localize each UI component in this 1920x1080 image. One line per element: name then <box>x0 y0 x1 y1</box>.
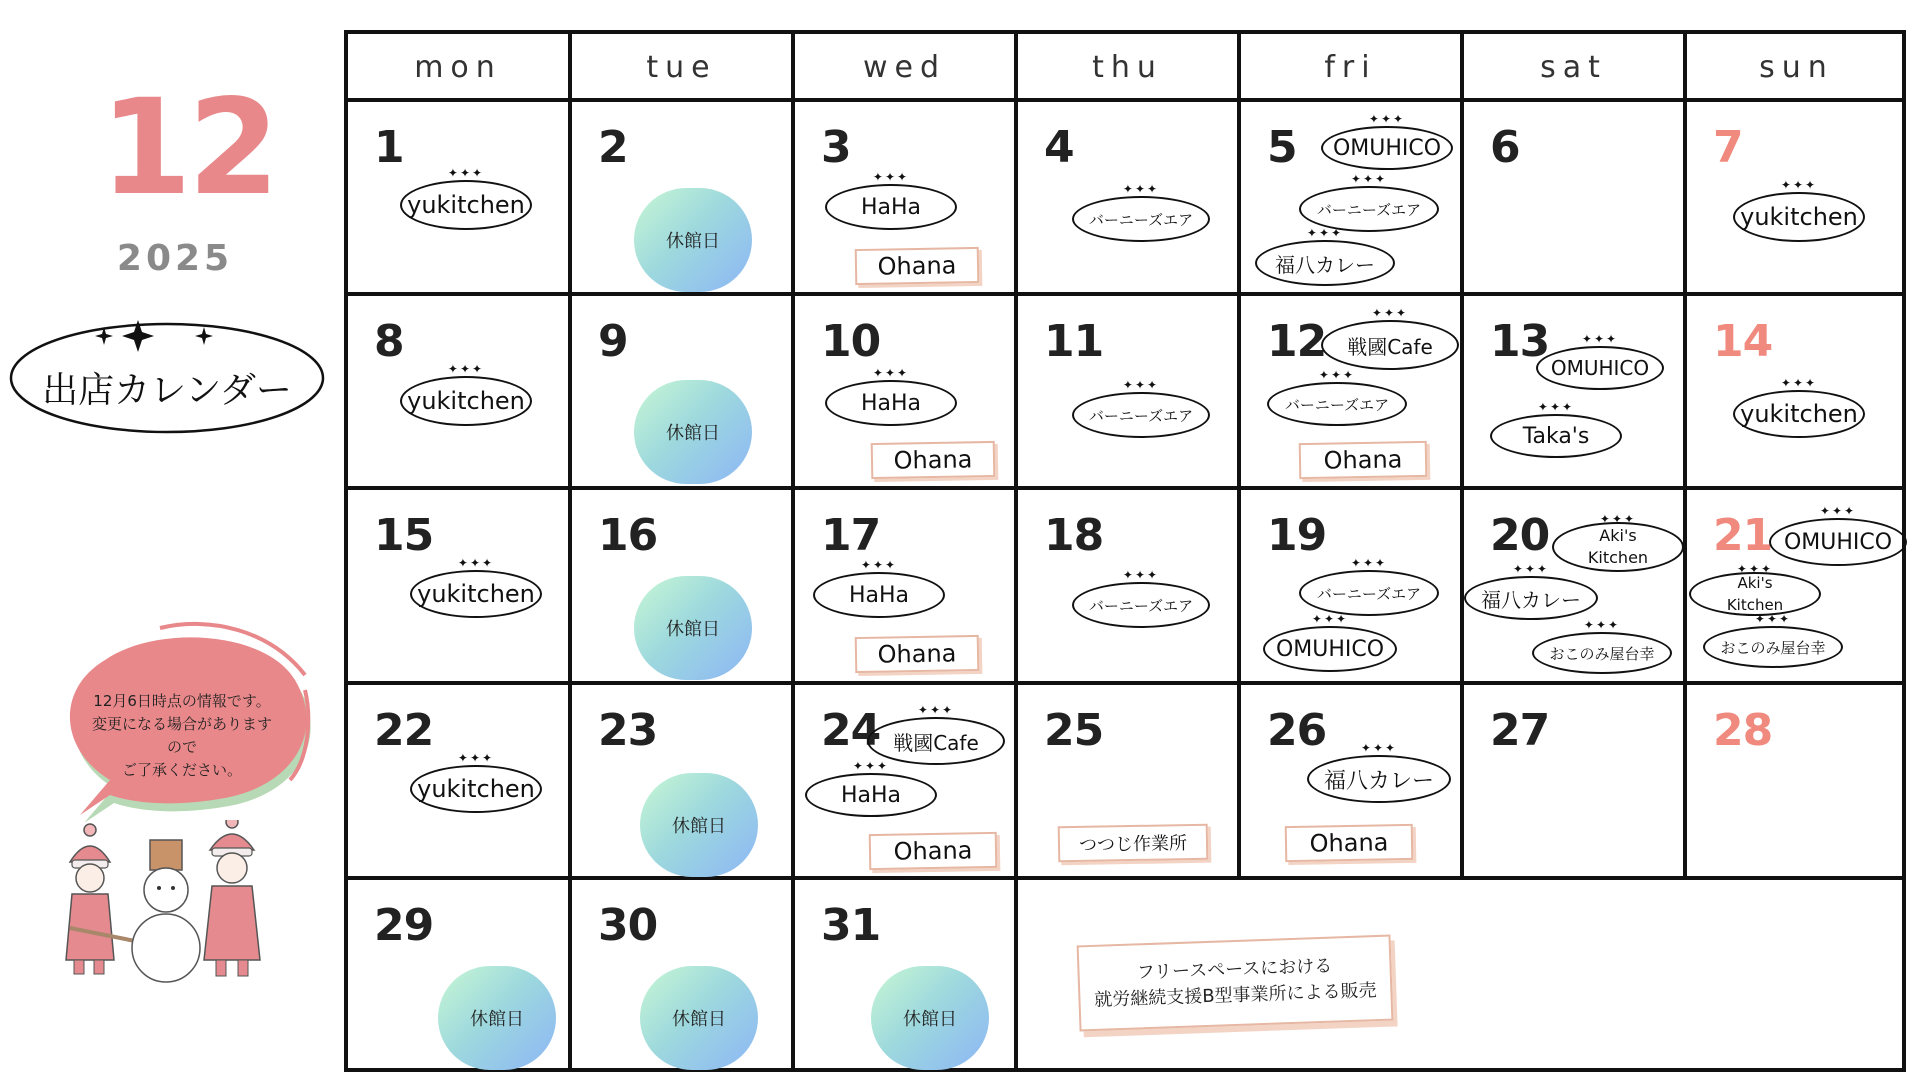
shop-tag-haha <box>825 366 957 426</box>
day-cell[interactable] <box>1687 102 1906 292</box>
notice-text <box>62 690 302 782</box>
shop-name: Taka's <box>1522 423 1590 449</box>
day-cell[interactable] <box>1241 102 1460 292</box>
shop-name: yukitchen <box>417 775 535 803</box>
sparkle-icon: ✦✦✦ <box>860 558 898 572</box>
sparkle-icon: ✦✦✦ <box>1754 612 1792 626</box>
day-number: 23 <box>598 705 658 756</box>
sparkle-icon: ✦✦✦ <box>1537 400 1575 414</box>
shop-tag-omuhico <box>1263 612 1397 672</box>
free-space-note <box>1077 935 1394 1032</box>
shop-tag-fukuhachi <box>1255 226 1395 286</box>
sparkle-icon: ✦✦✦ <box>1306 226 1344 240</box>
sparkle-icon: ✦✦✦ <box>1819 504 1857 518</box>
shop-tag-yukitchen <box>400 362 532 426</box>
year-label: 2025 <box>116 238 234 279</box>
sparkle-icon: ✦✦✦ <box>1371 306 1409 320</box>
day-cell[interactable] <box>795 880 1014 1072</box>
shop-name: 福八カレー <box>1275 252 1375 277</box>
shop-name: バーニーズエア <box>1088 596 1194 615</box>
snowman-icon <box>132 840 200 982</box>
weekday-tue: tue <box>572 34 795 100</box>
day-number: 11 <box>1044 316 1104 367</box>
sparkle-icon: ✦✦✦ <box>1512 562 1550 576</box>
notice-line-3: ので <box>166 738 197 756</box>
day-number: 19 <box>1267 510 1327 561</box>
shop-name: yukitchen <box>1740 400 1858 428</box>
shop-name: 福八カレー <box>1481 587 1581 612</box>
weekday-mon: mon <box>348 34 572 100</box>
day-cell[interactable] <box>1464 296 1683 486</box>
sparkle-icon: ✦✦✦ <box>1350 556 1388 570</box>
day-cell[interactable] <box>1018 685 1237 876</box>
day-cell[interactable] <box>572 102 791 292</box>
day-number: 18 <box>1044 510 1104 561</box>
day-cell[interactable] <box>1241 490 1460 681</box>
shop-tag-barneys <box>1072 568 1210 628</box>
weekday-fri: fri <box>1241 34 1464 100</box>
day-cell[interactable] <box>1687 296 1906 486</box>
shop-tag-omuhico <box>1321 112 1453 170</box>
sparkle-icon: ✦✦✦ <box>1318 368 1356 382</box>
weekday-thu: thu <box>1018 34 1241 100</box>
shop-tag-barneys <box>1072 378 1210 438</box>
shop-box-tsutsuji: つつじ作業所 <box>1058 824 1209 863</box>
notice-line-2: 変更になる場合があります <box>91 715 272 733</box>
shop-name: yukitchen <box>407 191 525 219</box>
shop-tag-sengoku <box>1321 306 1459 370</box>
shop-tag-akis-kitchen <box>1689 562 1821 616</box>
day-cell[interactable] <box>572 685 791 876</box>
child-right-icon <box>204 820 260 976</box>
shop-tag-okonomi <box>1532 618 1672 674</box>
shop-name: 戦國Cafe <box>1347 334 1433 359</box>
weekday-sun: sun <box>1759 49 1834 85</box>
sparkle-icon: ✦✦✦ <box>1122 568 1160 582</box>
day-number: 6 <box>1490 122 1520 173</box>
day-cell[interactable] <box>1018 490 1237 681</box>
shop-tag-okonomi <box>1703 612 1843 668</box>
sparkle-icon: ✦✦✦ <box>1583 618 1621 632</box>
sparkle-icon: ✦✦✦ <box>1350 172 1388 186</box>
closed-badge: 休館日 <box>634 380 752 484</box>
day-cell[interactable] <box>348 490 568 681</box>
notice-line-1: 12月6日時点の情報です。 <box>93 692 271 710</box>
day-cell[interactable] <box>1464 685 1683 876</box>
shop-name: おこのみ屋台幸 <box>1549 644 1655 663</box>
sparkle-icon: ✦✦✦ <box>852 759 890 773</box>
day-number: 29 <box>374 900 434 951</box>
sparkle-icon: ✦✦✦ <box>1581 332 1619 346</box>
free-space-line-2: 就労継続支援B型事業所による販売 <box>1093 980 1377 1011</box>
shop-tag-haha <box>805 759 937 817</box>
day-cell[interactable] <box>1018 296 1237 486</box>
shop-box-ohana: Ohana <box>855 635 980 673</box>
shop-name: OMUHICO <box>1783 529 1893 555</box>
sparkle-icon: ✦✦✦ <box>1360 741 1398 755</box>
day-cell[interactable] <box>1464 490 1683 681</box>
calendar-grid <box>344 30 1906 1072</box>
shop-name: Aki's <box>1599 526 1637 545</box>
child-left-icon <box>66 824 140 974</box>
day-number: 3 <box>821 122 851 173</box>
day-number: 13 <box>1490 316 1550 367</box>
day-number: 24 <box>821 705 881 756</box>
weekday-wed: wed <box>795 34 1018 100</box>
weekday-sat: sat <box>1464 34 1687 100</box>
shop-name: OMUHICO <box>1275 636 1385 662</box>
shop-tag-omuhico <box>1769 504 1907 566</box>
sparkle-icon: ✦✦✦ <box>872 170 910 184</box>
shop-name: おこのみ屋台幸 <box>1720 638 1826 657</box>
shop-name: yukitchen <box>417 580 535 608</box>
day-cell[interactable] <box>572 490 791 681</box>
sparkle-icon: ✦✦✦ <box>1736 562 1774 576</box>
sparkle-icon: ✦✦✦ <box>1599 512 1637 526</box>
day-number: 4 <box>1044 122 1074 173</box>
day-number: 15 <box>374 510 434 561</box>
shop-name: Aki's <box>1737 574 1773 592</box>
closed-badge: 休館日 <box>640 966 758 1070</box>
shop-box-ohana: Ohana <box>1285 824 1414 862</box>
notice-line-4: ご了承ください。 <box>121 761 242 779</box>
sparkle-icon: ✦✦✦ <box>447 166 485 180</box>
day-cell[interactable] <box>348 102 568 292</box>
shop-tag-barneys <box>1299 556 1439 616</box>
sparkle-icon: ✦✦✦ <box>1368 112 1406 126</box>
day-cell[interactable] <box>795 102 1014 292</box>
shop-tag-yukitchen <box>1733 376 1865 438</box>
shop-name: バーニーズエア <box>1088 406 1194 425</box>
day-number: 30 <box>598 900 658 951</box>
day-cell[interactable] <box>348 685 568 876</box>
day-number: 12 <box>1267 316 1327 367</box>
shop-name: yukitchen <box>407 387 525 415</box>
shop-tag-sengoku <box>867 703 1005 765</box>
day-number: 10 <box>821 316 881 367</box>
closed-badge: 休館日 <box>640 773 758 877</box>
day-cell[interactable] <box>348 880 568 1072</box>
closed-badge: 休館日 <box>634 576 752 680</box>
shop-name: バーニーズエア <box>1284 395 1390 414</box>
calendar-title: 出店カレンダー <box>42 370 292 411</box>
shop-tag-barneys <box>1072 182 1210 242</box>
shop-tag-yukitchen <box>410 751 542 813</box>
snowman-kids-illustration <box>60 820 280 1000</box>
shop-tag-yukitchen <box>410 556 542 618</box>
day-cell[interactable] <box>795 490 1014 681</box>
closed-badge: 休館日 <box>871 966 989 1070</box>
day-cell[interactable] <box>1687 490 1906 681</box>
shop-tag-omuhico <box>1536 332 1664 390</box>
free-space-line-1: フリースペースにおける <box>1136 955 1333 984</box>
calendar-title-badge <box>6 312 328 440</box>
day-cell[interactable] <box>572 880 791 1072</box>
shop-tag-haha <box>825 170 957 230</box>
shop-name-line2: Kitchen <box>1726 596 1784 614</box>
day-cell[interactable] <box>348 296 568 486</box>
day-number-sunday: 21 <box>1713 510 1773 561</box>
shop-tag-takas <box>1490 400 1622 458</box>
shop-name: HaHa <box>840 782 902 808</box>
shop-name-line2: Kitchen <box>1587 548 1649 567</box>
shop-tag-fukuhachi <box>1464 562 1598 620</box>
day-number: 22 <box>374 705 434 756</box>
day-cell[interactable] <box>1241 296 1460 486</box>
shop-tag-barneys <box>1267 368 1407 426</box>
shop-tag-yukitchen <box>1733 178 1865 242</box>
closed-badge: 休館日 <box>634 188 752 292</box>
day-cell[interactable] <box>1241 685 1460 876</box>
sparkle-icon: ✦✦✦ <box>457 751 495 765</box>
shop-name: HaHa <box>860 390 922 416</box>
sparkle-icon: ✦✦✦ <box>457 556 495 570</box>
day-number: 27 <box>1490 705 1550 756</box>
shop-name: バーニーズエア <box>1088 210 1194 229</box>
day-number: 5 <box>1267 122 1297 173</box>
shop-name: HaHa <box>860 194 922 220</box>
shop-name: 戦國Cafe <box>893 730 979 755</box>
shop-box-ohana: Ohana <box>869 832 998 870</box>
day-number: 1 <box>374 122 404 173</box>
shop-tag-haha <box>813 558 945 618</box>
sparkle-icon: ✦✦✦ <box>447 362 485 376</box>
shop-name: バーニーズエア <box>1316 200 1422 219</box>
day-cell[interactable] <box>795 296 1014 486</box>
day-number: 25 <box>1044 705 1104 756</box>
sparkle-icon: ✦✦✦ <box>872 366 910 380</box>
shop-box-ohana: Ohana <box>871 441 996 479</box>
sparkle-icon: ✦✦✦ <box>917 703 955 717</box>
day-cell[interactable] <box>1018 102 1237 292</box>
sparkle-icon: ✦✦✦ <box>1780 178 1818 192</box>
shop-tag-yukitchen <box>400 166 532 230</box>
shop-box-ohana: Ohana <box>1299 441 1428 479</box>
day-number: 16 <box>598 510 658 561</box>
shop-tag-akis-kitchen <box>1552 512 1684 572</box>
shop-name: OMUHICO <box>1550 356 1650 380</box>
day-number-sunday: 14 <box>1713 316 1773 367</box>
day-cell[interactable] <box>1464 102 1683 292</box>
day-number: 20 <box>1490 510 1550 561</box>
day-cell[interactable] <box>572 296 791 486</box>
shop-tag-fukuhachi <box>1307 741 1451 803</box>
sparkle-icon: ✦✦✦ <box>1780 376 1818 390</box>
day-number-sunday: 28 <box>1713 705 1773 756</box>
sparkle-icon: ✦✦✦ <box>1311 612 1349 626</box>
shop-name: 福八カレー <box>1323 768 1434 794</box>
shop-box-ohana: Ohana <box>855 247 980 285</box>
day-number: 9 <box>598 316 628 367</box>
sparkle-icon: ✦✦✦ <box>1122 182 1160 196</box>
shop-name: yukitchen <box>1740 203 1858 231</box>
day-cell[interactable] <box>1687 685 1906 876</box>
day-number: 2 <box>598 122 628 173</box>
day-number: 8 <box>374 316 404 367</box>
day-number: 26 <box>1267 705 1327 756</box>
day-number-sunday: 7 <box>1713 122 1743 173</box>
month-number: 12 <box>100 71 276 225</box>
sparkle-icon: ✦✦✦ <box>1122 378 1160 392</box>
shop-name: OMUHICO <box>1332 135 1442 161</box>
shop-name: バーニーズエア <box>1316 584 1422 603</box>
day-number: 31 <box>821 900 881 951</box>
day-number: 17 <box>821 510 881 561</box>
shop-name: HaHa <box>848 582 910 608</box>
closed-badge: 休館日 <box>438 966 556 1070</box>
day-cell[interactable] <box>795 685 1014 876</box>
